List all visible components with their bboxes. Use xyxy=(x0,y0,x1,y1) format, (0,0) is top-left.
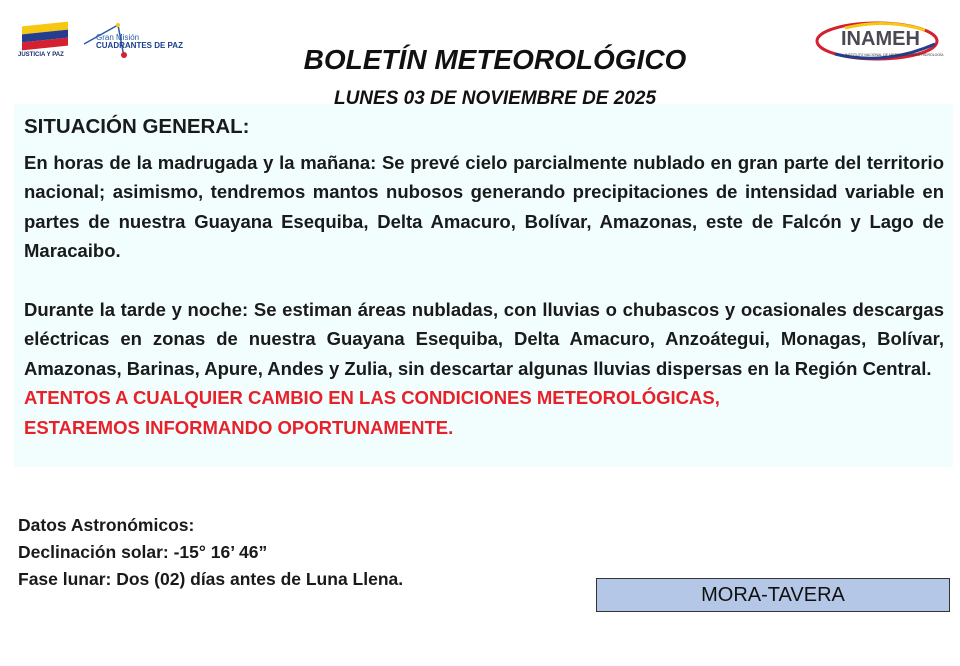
situation-content xyxy=(24,112,944,442)
situation-heading: SITUACIÓN GENERAL: xyxy=(24,115,250,138)
morning-forecast: En horas de la madrugada y la mañana: Se prevé cielo parcialmente nublado en gran parte del territorio nacional; asimismo, tendremos mantos nubosos generando precipitaciones de intensidad variable en partes de nuestra Guayana Esequiba, Delta Amacuro, Bolívar, Amazonas, este de Falcón y Lago de Maracaibo. xyxy=(24,151,944,261)
astronomical-data xyxy=(18,512,403,593)
page-title: BOLETÍN METEOROLÓGICO xyxy=(303,44,687,75)
alert-line-1: ATENTOS A CUALQUIER CAMBIO EN LAS CONDICIONES METEOROLÓGICAS, xyxy=(24,387,720,408)
moon-phase: Fase lunar: Dos (02) días antes de Luna Llena. xyxy=(18,569,404,589)
alert-line-2: ESTAREMOS INFORMANDO OPORTUNAMENTE. xyxy=(24,416,454,438)
signature-box: MORA-TAVERA xyxy=(596,578,950,612)
evening-forecast: Durante la tarde y noche: Se estiman áreas nubladas, con lluvias o chubascos y ocasionales descargas eléctricas en zonas de nuestra Guayana Esequiba, Delta Amacuro, Anzoátegui, Monagas, Bolívar, Amazonas, Barinas, Apure, Andes y Zulia, sin descartar algunas lluvias dispersas en la Región Central. xyxy=(24,298,944,379)
bulletin-date: LUNES 03 DE NOVIEMBRE DE 2025 xyxy=(333,88,657,109)
solar-declination: Declinación solar: -15° 16’ 46” xyxy=(18,542,268,562)
astro-heading: Datos Astronómicos: xyxy=(18,515,195,535)
logo-line2: CUADRANTES DE PAZ xyxy=(96,41,183,50)
logo-line1: Gran Misión xyxy=(96,33,140,42)
logo-caption: JUSTICIA Y PAZ xyxy=(18,52,64,58)
logo-name: INAMEH xyxy=(841,28,920,50)
logo-subtitle: INSTITUTO NACIONAL DE METEOROLOGÍA E HIDROLOGÍA xyxy=(845,53,944,57)
